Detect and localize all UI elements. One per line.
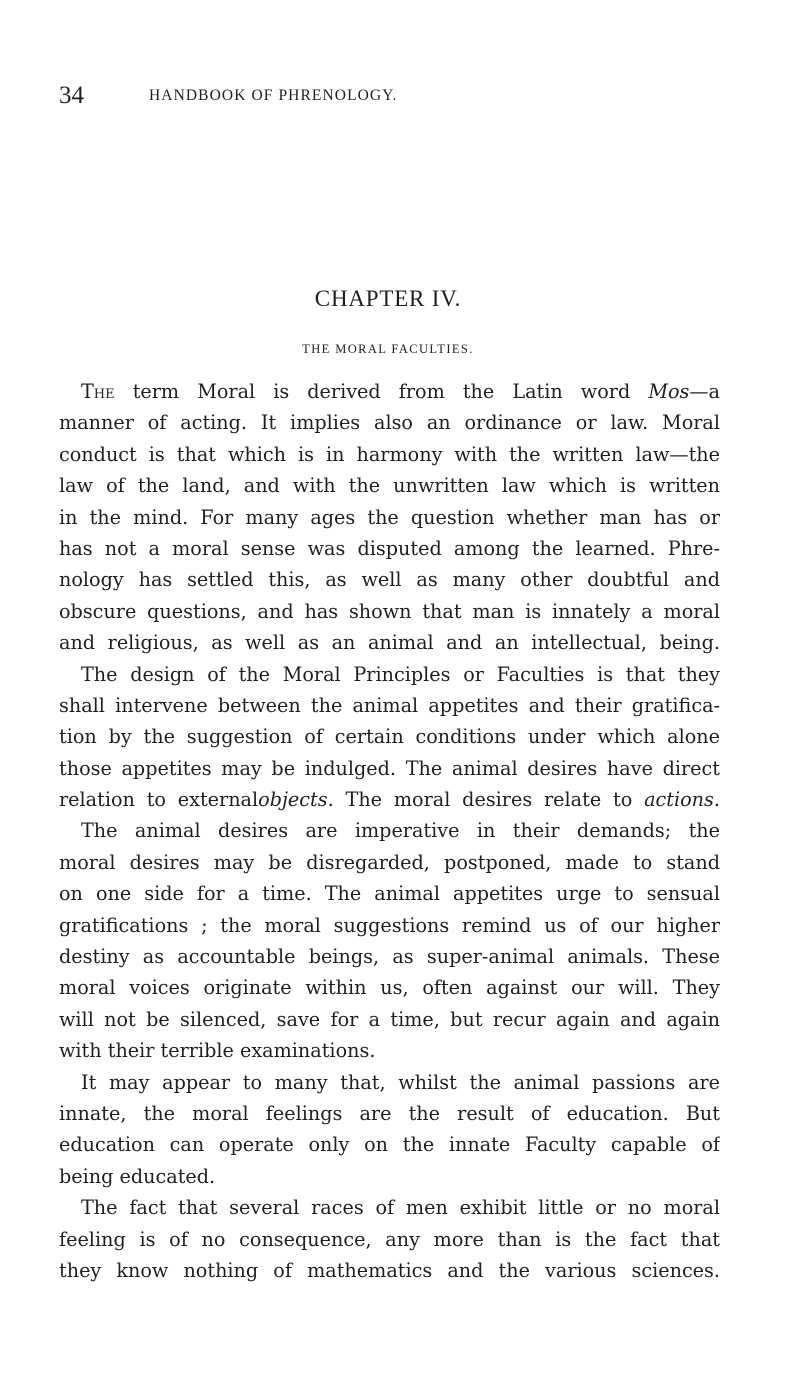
text-line: they know nothing of mathematics and the various sciences. [59,1258,720,1282]
text-line: The fact that several races of men exhibit little or no moral [81,1196,720,1220]
text-line: on one side for a time. The animal appetites urge to sensual [59,882,720,906]
text-line: relation to externalobjects. The moral desires relate to actions. [59,788,720,812]
text-line: manner of acting. It implies also an ordinance or law. Moral [59,411,720,435]
chapter-title: CHAPTER IV. [314,286,462,311]
text-line: moral voices originate within us, often against our will. They [59,976,720,1000]
text-line: The animal desires are imperative in their demands; the [81,819,720,843]
emphasis-objects: objects [258,788,328,812]
text-line: conduct is that which is in harmony with the written law—the [59,442,720,466]
page-number: 34 [59,82,84,109]
lead-word: The [81,380,115,403]
text-line: those appetites may be indulged. The animal desires have direct [59,756,720,780]
text-line: destiny as accountable beings, as super-animal animals. These [59,945,720,969]
text-line: shall intervene between the animal appetites and their gratifica- [59,693,720,717]
text-line: will not be silenced, save for a time, but recur again and again [59,1007,720,1031]
chapter-subtitle: THE MORAL FACULTIES. [302,342,474,356]
emphasis-actions: actions [644,788,714,812]
latin-word: Mos [648,380,690,403]
text-line: nology has settled this, as well as many other doubtful and [59,568,720,592]
text-line: obscure questions, and has shown that man is innately a moral [59,599,720,623]
text-line: in the mind. For many ages the question whether man has or [59,505,720,529]
text-line: tion by the suggestion of certain conditions under which alone [59,725,720,749]
text-line: The design of the Moral Principles or Faculties is that they [81,662,720,686]
body-text [59,376,720,1286]
text-line: and religious, as well as an animal and an intellectual, being. [59,631,720,655]
text-line: has not a moral sense was disputed among the learned. Phre- [59,536,720,560]
text-line: feeling is of no consequence, any more than is the fact that [59,1227,720,1251]
text-line: being educated. [59,1164,216,1188]
text-line: with their terrible examinations. [59,1039,376,1063]
text-line: innate, the moral feelings are the result of education. But [59,1101,720,1125]
text-line: gratifications ; the moral suggestions remind us of our higher [59,913,720,937]
running-head [59,82,719,110]
text-line: law of the land, and with the unwritten law which is written [59,474,720,498]
text-line: moral desires may be disregarded, postponed, made to stand [59,850,720,874]
text-line: The term Moral is derived from the Latin word Mos—a [81,380,720,403]
text-line: It may appear to many that, whilst the animal passions are [81,1070,720,1094]
text-line: education can operate only on the innate Faculty capable of [59,1133,720,1157]
running-title: HANDBOOK OF PHRENOLOGY. [149,87,398,104]
